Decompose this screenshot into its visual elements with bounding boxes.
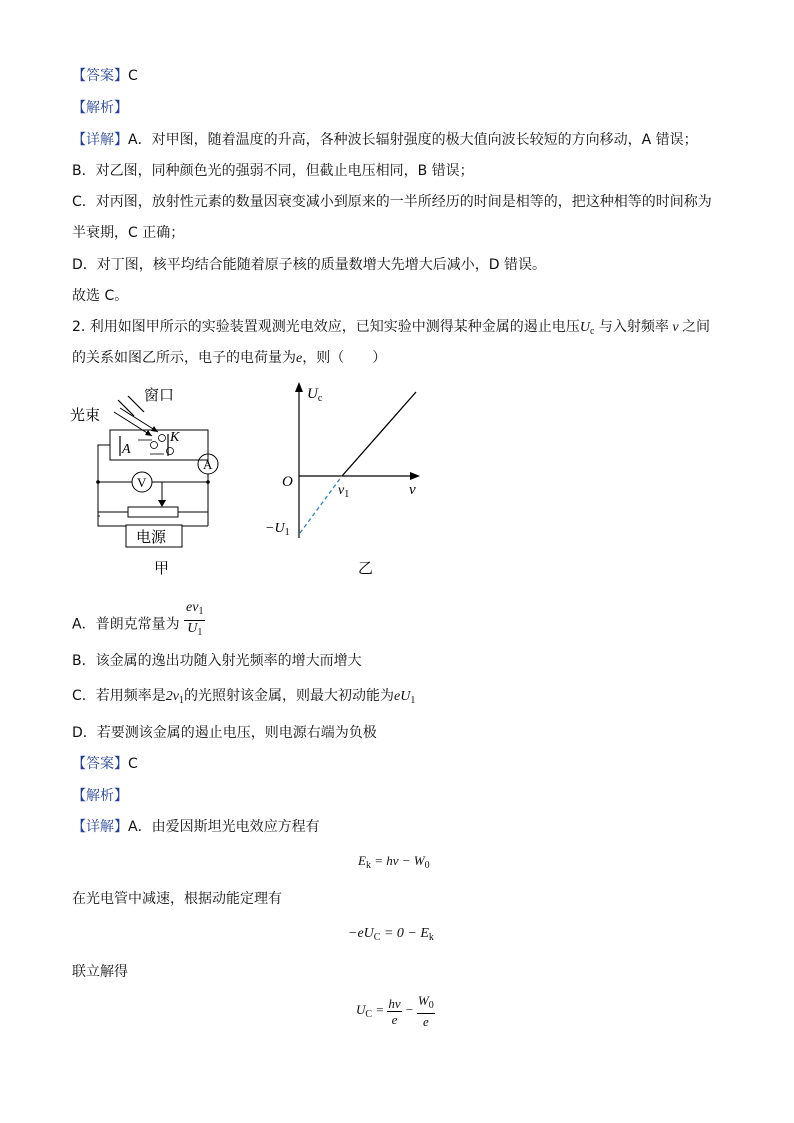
q2-stem-line2-text: 的关系如图乙所示，电子的电荷量为 <box>72 350 296 366</box>
voltmeter-label: V <box>137 475 147 490</box>
option-a-fraction <box>184 600 205 641</box>
anode-label: A <box>122 442 131 457</box>
charge-symbol: e <box>296 351 303 366</box>
wire-left <box>98 445 110 516</box>
q2-stem-line2-end: ，则（ ） <box>302 350 387 366</box>
q1-detail-c2: 半衰期，C 正确； <box>72 225 185 241</box>
frequency-symbol: ν <box>668 320 683 335</box>
analysis-tag: 【解析】 <box>72 100 128 116</box>
answer-tag: 【答案】 <box>72 68 128 84</box>
q2-stem-line2 <box>72 348 386 369</box>
q1-detail-c1: C．对丙图，放射性元素的数量因衰变减小到原来的一半所经历的时间是相等的，把这种相等的时间称为 <box>72 194 712 210</box>
equation-result: $U_C$ = $\frac{h\nu}{e}$ − $\frac{W_0}{e}$ <box>356 993 434 1030</box>
figure-yi-caption: 乙 <box>358 559 374 577</box>
beam-label: 光束 <box>70 406 101 424</box>
q2-stem-part-c: 之间 <box>682 319 711 335</box>
q1-conclusion: 故选 C。 <box>72 288 129 304</box>
q1-detail-b: B．对乙图，同种颜色光的强弱不同，但截止电压相同，B 错误； <box>72 163 474 179</box>
option-c-frequency: $2\nu_1$ <box>165 689 184 706</box>
y-axis-arrow <box>295 382 303 392</box>
q2-answer-line <box>72 754 138 774</box>
x-axis-arrow <box>410 472 420 480</box>
q1-detail-d: D．对丁图，核平均结合能随着原子核的质量数增大先增大后减小，D 错误。 <box>72 257 547 273</box>
figure-jia-circuit <box>66 378 236 578</box>
fraction-w0-over-e: $\frac{W_0}{e}$ <box>417 993 434 1030</box>
option-a-numerator: $e\nu_1$ <box>184 600 205 621</box>
option-c <box>72 686 415 711</box>
option-a <box>72 600 205 638</box>
option-a-text: A．普朗克常量为 <box>72 616 180 633</box>
answer-value: C <box>128 68 138 84</box>
equation-kinetic: $-eU_C = 0 - E_k$ <box>348 926 434 943</box>
option-c-energy: $eU_1$ <box>394 689 416 706</box>
fraction-h-nu-over-e: $\frac{h\nu}{e}$ <box>388 995 401 1027</box>
window-label: 窗口 <box>144 386 175 404</box>
figure-yi-graph <box>260 378 440 578</box>
beam-arrowhead-2 <box>151 426 158 432</box>
q1-detail-a-text: A．对甲图，随着温度的升高，各种波长辐射强度的极大值向波长较短的方向移动，A 错误； <box>128 132 698 148</box>
equation-photoelectric: $E_k = h\nu - W_0$ <box>358 853 430 871</box>
option-c-text-b: 的光照射该金属，则最大初动能为 <box>184 688 394 704</box>
power-source-label: 电源 <box>136 528 167 546</box>
answer-value: C <box>128 756 138 772</box>
q2-detail-text: A．由爱因斯坦光电效应方程有 <box>128 819 320 835</box>
beam-arrowhead-1 <box>145 430 152 436</box>
q1-answer-line <box>72 66 138 86</box>
q2-stem-line1 <box>72 317 710 342</box>
neg-u1-label: $-U_1$ <box>265 521 290 538</box>
y-axis-label: $U_c$ <box>307 386 323 404</box>
option-a-denominator: $U_1$ <box>187 621 203 638</box>
cathode-label: K <box>170 430 180 445</box>
detail-tag: 【详解】 <box>72 132 128 148</box>
q2-mid-text-2: 联立解得 <box>72 964 128 980</box>
q1-detail-a <box>72 130 698 150</box>
electron-1 <box>159 435 166 442</box>
option-c-text-a: C．若用频率是 <box>72 688 166 704</box>
x-axis-label: ν <box>409 482 416 498</box>
window-edge-right <box>128 396 144 412</box>
figure-jia-caption: 甲 <box>154 559 170 577</box>
beam-arrow-2 <box>120 408 158 432</box>
stop-voltage-line <box>342 392 416 476</box>
ammeter-label: A <box>203 457 213 472</box>
rheostat <box>128 507 178 517</box>
q2-mid-text-1: 在光电管中减速，根据动能定理有 <box>72 891 282 907</box>
analysis-tag: 【解析】 <box>72 788 128 804</box>
q2-detail <box>72 817 320 837</box>
option-d: D．若要测该金属的遏止电压，则电源右端为负极 <box>72 725 377 741</box>
extrapolated-line <box>300 476 342 533</box>
slider-contact <box>158 500 166 507</box>
origin-label: O <box>282 474 293 490</box>
nu1-label: $\nu_1$ <box>338 483 350 500</box>
q2-stem-part-b: 与入射频率 <box>598 319 669 335</box>
q2-stem-part-a: 2. 利用如图甲所示的实验装置观测光电效应，已知实验中测得某种金属的遏止电压 <box>72 319 580 335</box>
option-b: B．该金属的逸出功随入射光频率的增大而增大 <box>72 653 362 669</box>
detail-tag: 【详解】 <box>72 819 128 835</box>
electron-2 <box>151 442 158 449</box>
stop-voltage-symbol: $U_c$ <box>579 320 595 337</box>
answer-tag: 【答案】 <box>72 756 128 772</box>
